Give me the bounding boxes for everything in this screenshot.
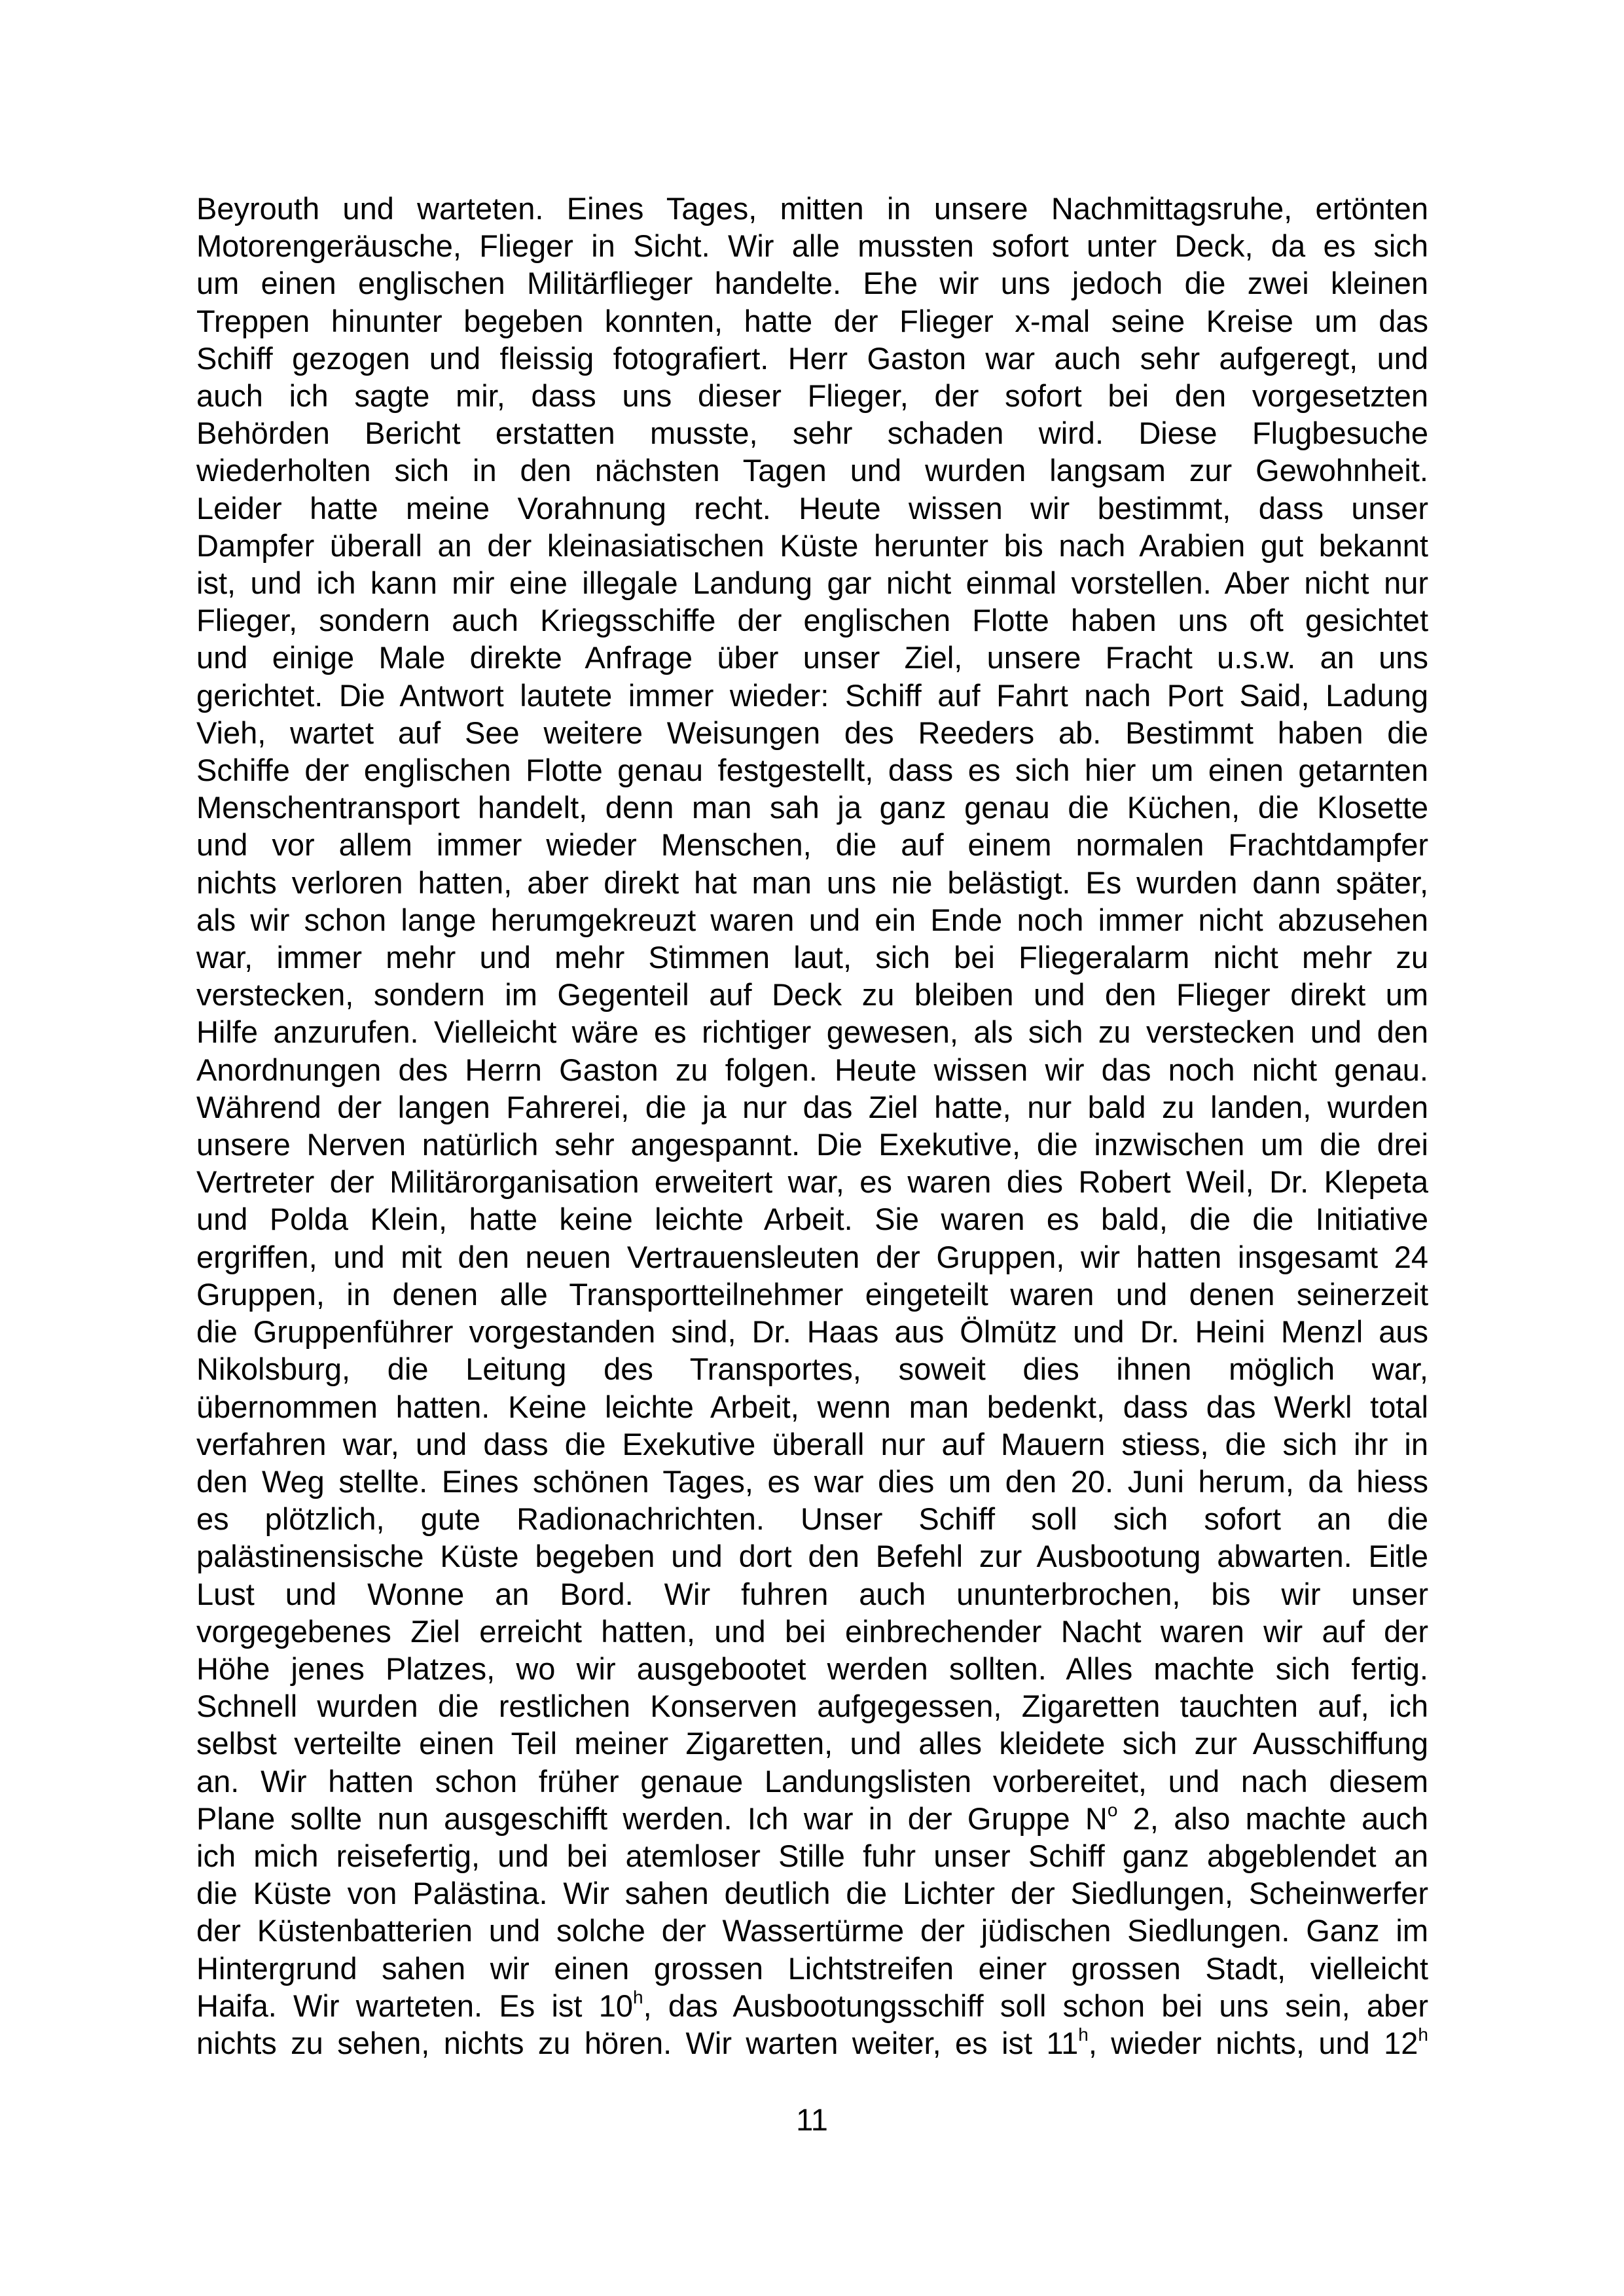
text-segment: , wieder nichts, und 12	[1088, 2025, 1418, 2060]
text-line: Schiff gezogen und fleissig fotografiert. Herr Gaston war auch sehr aufgeregt, und	[196, 340, 1428, 376]
text-line: Menschentransport handelt, denn man sah ja ganz genau die Küchen, die Klosette	[196, 790, 1428, 825]
superscript: o	[1107, 1799, 1118, 1820]
text-line: wiederholten sich in den nächsten Tagen und wurden langsam zur Gewohnheit.	[196, 453, 1428, 488]
text-line: gerichtet. Die Antwort lautete immer wieder: Schiff auf Fahrt nach Port Said, Ladung	[196, 677, 1428, 713]
text-line: Lust und Wonne an Bord. Wir fuhren auch ununterbrochen, bis wir unser	[196, 1576, 1428, 1611]
text-line: Dampfer überall an der kleinasiatischen Küste herunter bis nach Arabien gut bekannt	[196, 528, 1428, 563]
text-line: Vieh, wartet auf See weitere Weisungen des Reeders ab. Bestimmt haben die	[196, 715, 1428, 750]
text-line: vorgegebenes Ziel erreicht hatten, und bei einbrechender Nacht waren wir auf der	[196, 1613, 1428, 1649]
text-line: verfahren war, und dass die Exekutive überall nur auf Mauern stiess, die sich ihr in	[196, 1426, 1428, 1462]
text-line: war, immer mehr und mehr Stimmen laut, sich bei Fliegeralarm nicht mehr zu	[196, 940, 1428, 975]
superscript: h	[1078, 2024, 1089, 2045]
text-line: Flieger, sondern auch Kriegsschiffe der englischen Flotte haben uns oft gesichtet	[196, 603, 1428, 638]
page-number: 11	[796, 2102, 828, 2137]
text-line: die Gruppenführer vorgestanden sind, Dr. Haas aus Ölmütz und Dr. Heini Menzl aus	[196, 1314, 1428, 1350]
text-line: den Weg stellte. Eines schönen Tages, es war dies um den 20. Juni herum, da hiess	[196, 1463, 1428, 1499]
text-line: um einen englischen Militärflieger handelte. Ehe wir uns jedoch die zwei kleinen	[196, 266, 1428, 301]
text-line: Hilfe anzurufen. Vielleicht wäre es richtiger gewesen, als sich zu verstecken und den	[196, 1014, 1428, 1050]
text-segment: Haifa. Wir warteten. Es ist 10	[196, 1988, 634, 2023]
superscript: h	[1418, 2024, 1428, 2045]
text-line	[196, 2024, 1428, 2062]
text-line	[196, 1800, 1428, 1837]
text-line: ich mich reisefertig, und bei atemloser Stille fuhr unser Schiff ganz abgeblendet an	[196, 1838, 1428, 1873]
body-text	[196, 190, 1428, 2062]
text-line: Beyrouth und warteten. Eines Tages, mitten in unsere Nachmittagsruhe, ertönten	[196, 191, 1428, 226]
text-line: unsere Nerven natürlich sehr angespannt. Die Exekutive, die inzwischen um die drei	[196, 1127, 1428, 1162]
text-line: und vor allem immer wieder Menschen, die auf einem normalen Frachtdampfer	[196, 827, 1428, 863]
text-line: die Küste von Palästina. Wir sahen deutlich die Lichter der Siedlungen, Scheinwerfer	[196, 1876, 1428, 1911]
text-line: Gruppen, in denen alle Transportteilnehmer eingeteilt waren und denen seinerzeit	[196, 1276, 1428, 1312]
text-segment: 2, also machte auch	[1117, 1801, 1428, 1836]
text-segment: nichts zu sehen, nichts zu hören. Wir warten weiter, es ist 11	[196, 2025, 1079, 2060]
text-line: Hintergrund sahen wir einen grossen Lichtstreifen einer grossen Stadt, vielleicht	[196, 1950, 1428, 1986]
text-line: nichts verloren hatten, aber direkt hat man uns nie belästigt. Es wurden dann später,	[196, 865, 1428, 900]
text-line: palästinensische Küste begeben und dort den Befehl zur Ausbootung abwarten. Eitle	[196, 1539, 1428, 1574]
text-line: und einige Male direkte Anfrage über unser Ziel, unsere Fracht u.s.w. an uns	[196, 640, 1428, 675]
text-line: ergriffen, und mit den neuen Vertrauensleuten der Gruppen, wir hatten insgesamt 24	[196, 1239, 1428, 1274]
text-line: Motorengeräusche, Flieger in Sicht. Wir alle mussten sofort unter Deck, da es sich	[196, 228, 1428, 264]
text-line: auch ich sagte mir, dass uns dieser Flieger, der sofort bei den vorgesetzten	[196, 378, 1428, 414]
text-line: Während der langen Fahrerei, die ja nur das Ziel hatte, nur bald zu landen, wurden	[196, 1089, 1428, 1124]
text-line: Behörden Bericht erstatten musste, sehr schaden wird. Diese Flugbesuche	[196, 416, 1428, 451]
text-line: selbst verteilte einen Teil meiner Zigaretten, und alles kleidete sich zur Ausschiffung	[196, 1726, 1428, 1761]
text-line: ist, und ich kann mir eine illegale Landung gar nicht einmal vorstellen. Aber nicht nur	[196, 565, 1428, 601]
text-line: verstecken, sondern im Gegenteil auf Deck zu bleiben und den Flieger direkt um	[196, 977, 1428, 1013]
text-line: Nikolsburg, die Leitung des Transportes, soweit dies ihnen möglich war,	[196, 1352, 1428, 1387]
text-line: Schnell wurden die restlichen Konserven aufgegessen, Zigaretten tauchten auf, ich	[196, 1689, 1428, 1724]
text-line: Leider hatte meine Vorahnung recht. Heute wissen wir bestimmt, dass unser	[196, 490, 1428, 526]
text-line: Höhe jenes Platzes, wo wir ausgebootet werden sollten. Alles machte sich fertig.	[196, 1651, 1428, 1686]
text-line: an. Wir hatten schon früher genaue Landungslisten vorbereitet, und nach diesem	[196, 1763, 1428, 1799]
text-line: Schiffe der englischen Flotte genau festgestellt, dass es sich hier um einen getarnten	[196, 753, 1428, 788]
text-line: Vertreter der Militärorganisation erweitert war, es waren dies Robert Weil, Dr. Klepeta	[196, 1164, 1428, 1200]
text-segment: , das Ausbootungsschiff soll schon bei uns sein, aber	[643, 1988, 1429, 2023]
text-line: Anordnungen des Herrn Gaston zu folgen. Heute wissen wir das noch nicht genau.	[196, 1052, 1428, 1087]
text-line	[196, 1987, 1428, 2024]
text-line: der Küstenbatterien und solche der Wassertürme der jüdischen Siedlungen. Ganz im	[196, 1913, 1428, 1948]
superscript: h	[633, 1986, 643, 2007]
text-line: als wir schon lange herumgekreuzt waren und ein Ende noch immer nicht abzusehen	[196, 902, 1428, 937]
text-line: Treppen hinunter begeben konnten, hatte der Flieger x-mal seine Kreise um das	[196, 303, 1428, 338]
text-line: und Polda Klein, hatte keine leichte Arbeit. Sie waren es bald, die die Initiative	[196, 1202, 1428, 1237]
text-line: übernommen hatten. Keine leichte Arbeit, wenn man bedenkt, dass das Werkl total	[196, 1389, 1428, 1424]
text-segment: Plane sollte nun ausgeschifft werden. Ich war in der Gruppe N	[196, 1801, 1108, 1836]
text-line: es plötzlich, gute Radionachrichten. Unser Schiff soll sich sofort an die	[196, 1501, 1428, 1537]
